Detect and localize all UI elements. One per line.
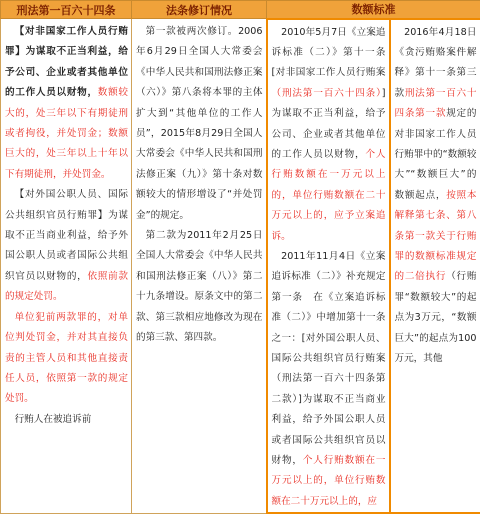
standard-2010-source: 2010年5月7日《立案追诉标准（二）》第十一条 <box>272 27 386 58</box>
standard-2010-case: [对非国家工作人员行贿案 <box>272 67 386 78</box>
article-paragraph-3: 单位犯前两款罪的，对单位判处罚金，并对其直接负责的主管人员和其他直接责任人员，依照第一款的规定处罚。 <box>5 308 128 410</box>
header-amount-standard: 数额标准 <box>267 1 480 19</box>
standard-2016-amounts: （行贿罪“数额较大”的起点为3万元，“数额巨大”的起点为100万元，其他 <box>395 271 477 364</box>
article-paragraph-1 <box>5 22 128 185</box>
standard-2016-rule: 按照本解释第七条、第八条第一款关于行贿罪的数额标准规定的二倍执行 <box>395 190 477 283</box>
standard-2011-paragraph <box>272 247 386 512</box>
article-p2-text: 【对外国公职人员、国际公共组织官员行贿罪】为谋取不正当商业利益，给予外国公职人员或者国际公共组织官员以财物的， <box>5 189 128 282</box>
revision-paragraph-2: 第二款为2011年2月25日全国人大常委会《中华人民共和国刑法修正案（八）》第二十九条增设。原条文中的第二款、第三款相应地修改为现在的第三款、第四款。 <box>136 226 263 348</box>
header-row <box>1 1 480 19</box>
revision-text-cell <box>132 19 267 514</box>
standard-2011-body: 2011年11月4日《立案追诉标准（二）》补充规定第一条 在《立案追诉标准（二）》中增加第十一条之一：[对外国公职人员、国际公共组织官员行贿案（刑法第一百六十四条第二款）]为谋取不正当商业利益，给予外国公职人员或者国际公共组织官员以财物， <box>272 251 386 466</box>
article-text-cell <box>1 19 132 514</box>
standard-2010-cell <box>267 19 390 514</box>
article-paragraph-4: 行贿人在被追诉前 <box>5 410 128 430</box>
standard-2011-threshold: 个人行贿数额在一万元以上的，单位行贿数额在二十万元以上的，应 <box>272 455 386 507</box>
standard-2010-threshold: 个人行贿数额在一万元以上的，单位行贿数额在二十万元以上的，应予立案追诉。 <box>272 149 386 242</box>
standard-2010-paragraph <box>272 23 386 247</box>
header-article: 刑法第一百六十四条 <box>1 1 132 19</box>
content-row <box>1 19 480 514</box>
standard-2016-source: 2016年4月18日《贪污贿赂案件解释》第十一条第三款 <box>395 27 477 99</box>
article-p1-highlight: 数额较大的，处三年以下有期徒刑或者拘役，并处罚金；数额巨大的，处三年以上十年以下有期徒刑，并处罚金。 <box>5 87 128 180</box>
standard-2010-article-ref: （刑法第一百六十四条） <box>272 88 382 99</box>
header-revision: 法条修订情况 <box>132 1 267 19</box>
standard-2016-cell <box>390 19 480 514</box>
standard-2010-body: ]为谋取不正当利益，给予公司、企业或者其他单位的工作人员以财物， <box>272 88 386 160</box>
standard-2016-article-ref: 刑法第一百六十四条第一款 <box>395 88 477 119</box>
standard-2016-paragraph <box>395 23 477 370</box>
revision-paragraph-1: 第一款被两次修订。2006年6月29日全国人大常委会《中华人民共和国刑法修正案（六）》第八条将本罪的主体扩大到“其他单位的工作人员”，2015年8月29日全国人大常委会《中华人民共和国刑法修正案（九）》第十条对数额较大的情形增设了“并处罚金”的规定。 <box>136 22 263 226</box>
standard-2016-body: 规定的对非国家工作人员行贿罪中的“数额较大”“数额巨大”的数额起点， <box>395 108 477 201</box>
article-paragraph-2 <box>5 185 128 307</box>
article-p1-text: 【对非国家工作人员行贿罪】为谋取不正当利益，给予公司、企业或者其他单位的工作人员以财物， <box>5 26 128 98</box>
article-p2-highlight: 依照前款的规定处罚。 <box>5 271 128 302</box>
